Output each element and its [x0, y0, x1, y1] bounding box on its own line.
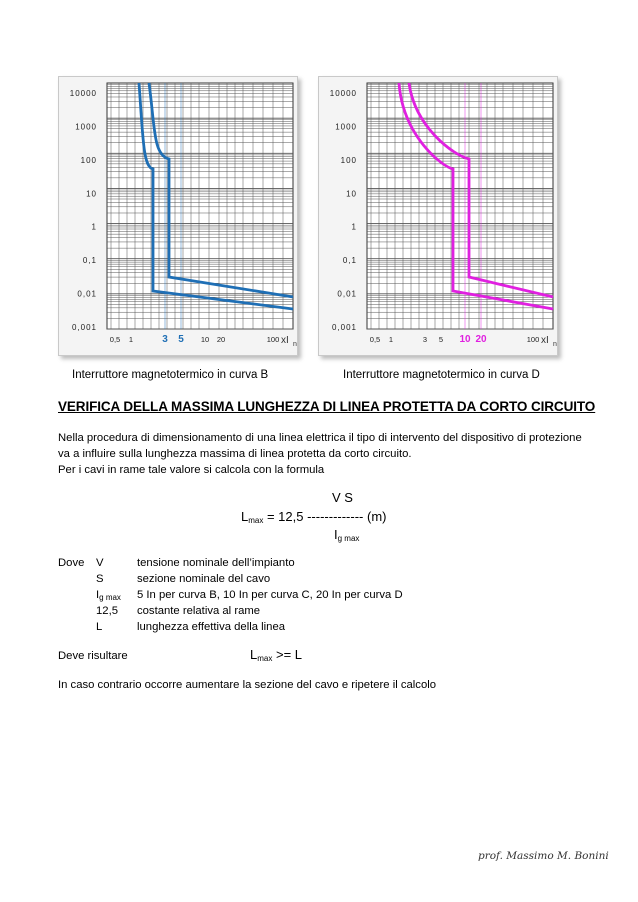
y-tick-label: 0,01 — [337, 289, 357, 299]
y-tick-label: 0,001 — [331, 323, 357, 332]
formula-fraction-bar: ------------- — [307, 509, 364, 524]
caption-curve-b: Interruttore magnetotermico in curva B — [72, 369, 269, 381]
formula-den: I — [334, 527, 338, 542]
formula-unit: (m) — [363, 509, 387, 524]
y-tick-label: 100 — [80, 155, 97, 165]
trip-curve-d-plot — [319, 77, 557, 355]
x-tick-label: 5 — [178, 334, 184, 345]
y-tick-label: 1 — [91, 222, 97, 232]
x-tick-label: 0,5 — [109, 335, 121, 344]
formula-numerator: V S — [332, 490, 353, 505]
y-tick-label: 0,1 — [342, 256, 357, 266]
x-tick-label: 1 — [388, 335, 394, 344]
intro-line-1: Nella procedura di dimensionamento di una linea elettrica il tipo di intervento del dispositivo di protezione — [58, 432, 582, 444]
y-tick-label: 1000 — [75, 122, 97, 132]
y-tick-label: 10 — [346, 189, 357, 199]
formula-main — [241, 509, 386, 525]
x-axis-label-sub: n — [553, 341, 557, 348]
formula-lhs-sub: max — [248, 516, 264, 525]
y-tick-label: 10 — [86, 189, 97, 199]
y-tick-label: 0,01 — [77, 289, 97, 299]
intro-paragraph — [58, 430, 598, 478]
def-description: sezione nominale del cavo — [137, 573, 271, 585]
x-tick-label: 3 — [422, 335, 428, 344]
y-tick-label: 0,001 — [71, 323, 97, 332]
y-tick-label: 10000 — [329, 89, 357, 98]
def-symbol: 12,5 — [96, 605, 118, 617]
x-axis-label: xI — [541, 335, 549, 346]
x-axis-label-sub: n — [293, 341, 297, 348]
formula-denominator — [334, 527, 359, 543]
trip-curve-chart-b — [58, 76, 298, 356]
x-tick-label: 5 — [438, 335, 444, 344]
y-tick-label: 10000 — [69, 89, 97, 98]
dove-label: Dove — [58, 557, 85, 569]
intro-line-3: Per i cavi in rame tale valore si calcola con la formula — [58, 464, 325, 476]
formula-equals: = 12,5 — [263, 509, 308, 524]
condition-label: Deve risultare — [58, 650, 128, 662]
y-tick-label: 0,1 — [82, 256, 97, 266]
formula-den-sub: g max — [337, 534, 360, 543]
x-tick-label: 20 — [216, 335, 226, 344]
x-tick-label: 100 — [266, 335, 280, 344]
x-tick-label: 1 — [128, 335, 134, 344]
trip-curve-chart-d — [318, 76, 558, 356]
def-description: lunghezza effettiva della linea — [137, 621, 286, 633]
y-tick-label: 100 — [340, 155, 357, 165]
def-description: costante relativa al rame — [137, 605, 261, 617]
def-symbol: L — [96, 621, 103, 633]
def-symbol: V — [96, 557, 104, 569]
x-tick-label: 10 — [459, 334, 471, 345]
def-symbol: $I_{g max}$ — [96, 589, 121, 602]
caption-curve-d: Interruttore magnetotermico in curva D — [343, 369, 540, 381]
x-axis-label: xI — [281, 335, 289, 346]
section-heading: VERIFICA DELLA MASSIMA LUNGHEZZA DI LINEA PROTETTA DA CORTO CIRCUITO — [58, 399, 596, 414]
intro-line-2: va a influire sulla lunghezza massima di linea protetta da corto circuito. — [58, 448, 412, 460]
def-symbol: S — [96, 573, 104, 585]
x-tick-label: 100 — [526, 335, 540, 344]
x-tick-label: 3 — [162, 334, 168, 345]
x-tick-label: 20 — [475, 334, 487, 345]
formula-lhs: L — [241, 509, 249, 524]
def-description: tensione nominale dell’impianto — [137, 557, 295, 569]
x-tick-label: 10 — [200, 335, 210, 344]
x-tick-label: 0,5 — [369, 335, 381, 344]
y-tick-label: 1000 — [335, 122, 357, 132]
y-tick-label: 1 — [351, 222, 357, 232]
author-signature: prof. Massimo M. Bonini — [478, 850, 609, 862]
def-description: 5 In per curva B, 10 In per curva C, 20 In per curva D — [137, 589, 403, 601]
condition-formula: $L_{max} >= L$ — [250, 647, 302, 663]
trip-curve-b-plot — [59, 77, 297, 355]
closing-text: In caso contrario occorre aumentare la sezione del cavo e ripetere il calcolo — [58, 679, 437, 691]
